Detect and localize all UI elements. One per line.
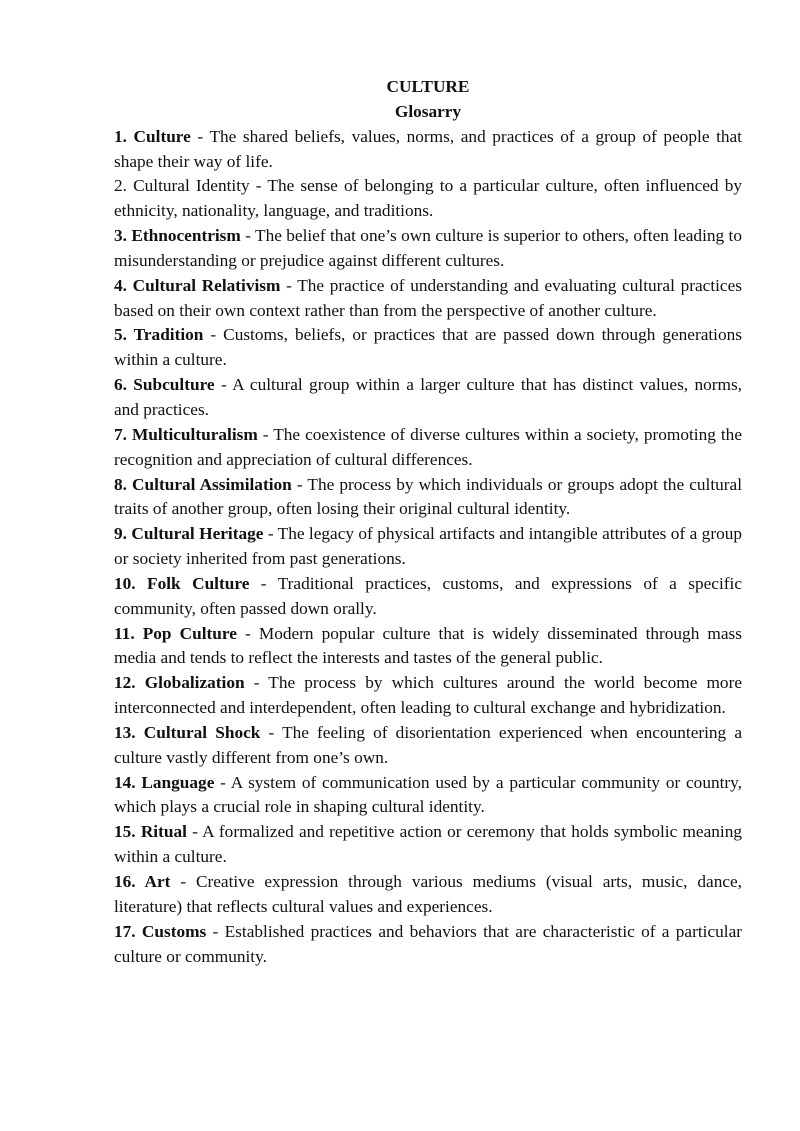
document-title: CULTURE — [386, 77, 470, 96]
glossary-term: 2. Cultural Identity — [114, 176, 250, 196]
glossary-definition: - Creative expression through various mediums (visual arts, music, dance, literature) that reflects cultural values and experiences. — [114, 872, 742, 916]
glossary-entry — [114, 671, 742, 721]
glossary-definition: - The legacy of physical artifacts and intangible attributes of a group or society inherited from past generations. — [114, 524, 742, 569]
glossary-term: 8. Cultural Assimilation — [114, 474, 292, 494]
glossary-term: 7. Multiculturalism — [114, 424, 258, 444]
glossary-list — [114, 125, 742, 970]
glossary-entry — [114, 274, 742, 324]
glossary-term: 17. Customs — [114, 921, 207, 941]
document-page — [114, 75, 742, 969]
glossary-definition: - A formalized and repetitive action or ceremony that holds symbolic meaning within a culture. — [114, 822, 742, 867]
glossary-entry — [114, 323, 742, 373]
glossary-term: 4. Cultural Relativism — [114, 275, 281, 295]
glossary-term: 5. Tradition — [114, 325, 204, 345]
glossary-definition: - The process by which cultures around the world become more interconnected and interdependent, often leading to cultural exchange and hybridization. — [114, 673, 742, 718]
glossary-term: 10. Folk Culture — [114, 573, 250, 593]
glossary-entry — [114, 771, 742, 821]
glossary-entry — [114, 373, 742, 423]
glossary-term: 11. Pop Culture — [114, 623, 237, 643]
glossary-entry — [114, 423, 742, 473]
glossary-entry — [114, 125, 742, 175]
glossary-definition: - Customs, beliefs, or practices that are passed down through generations within a culture. — [114, 325, 742, 370]
document-subtitle: Glosarry — [394, 101, 462, 121]
glossary-definition: - The sense of belonging to a particular culture, often influenced by ethnicity, nationality, language, and traditions. — [114, 176, 742, 221]
glossary-term: 3. Ethnocentrism — [114, 226, 241, 246]
glossary-entry — [114, 473, 742, 523]
glossary-entry — [114, 721, 742, 771]
glossary-term: 16. Art — [114, 872, 171, 891]
glossary-term: 12. Globalization — [114, 673, 245, 693]
glossary-term: 9. Cultural Heritage — [114, 524, 264, 544]
glossary-entry — [114, 572, 742, 622]
glossary-definition: - Modern popular culture that is widely disseminated through mass media and tends to reflect the interests and tastes of the general public. — [114, 623, 742, 668]
glossary-definition: - The process by which individuals or groups adopt the cultural traits of another group, often losing their original cultural identity. — [114, 474, 742, 519]
glossary-definition: - A cultural group within a larger culture that has distinct values, norms, and practices. — [114, 375, 742, 419]
glossary-entry — [114, 174, 742, 224]
glossary-entry — [114, 224, 742, 274]
glossary-term: 13. Cultural Shock — [114, 722, 261, 742]
glossary-entry — [114, 522, 742, 572]
glossary-term: 6. Subculture — [114, 375, 215, 395]
glossary-definition: - The feeling of disorientation experienced when encountering a culture vastly different from one’s own. — [114, 722, 742, 767]
glossary-entry — [114, 820, 742, 870]
glossary-definition: - A system of communication used by a particular community or country, which plays a crucial role in shaping cultural identity. — [114, 772, 742, 817]
glossary-term: 14. Language — [114, 772, 215, 792]
glossary-definition: - Traditional practices, customs, and expressions of a specific community, often passed down orally. — [114, 573, 742, 618]
glossary-entry — [114, 622, 742, 672]
glossary-definition: - The shared beliefs, values, norms, and practices of a group of people that shape their way of life. — [114, 126, 742, 171]
glossary-term: 1. Culture — [114, 126, 191, 146]
glossary-definition: - The coexistence of diverse cultures within a society, promoting the recognition and appreciation of cultural differences. — [114, 424, 742, 469]
glossary-definition: - The practice of understanding and evaluating cultural practices based on their own context rather than from the perspective of another culture. — [114, 275, 742, 320]
glossary-term: 15. Ritual — [114, 822, 187, 842]
glossary-entry — [114, 920, 742, 970]
glossary-definition: - The belief that one’s own culture is superior to others, often leading to misunderstanding or prejudice against different cultures. — [114, 226, 742, 270]
glossary-entry — [114, 870, 742, 920]
glossary-definition: - Established practices and behaviors that are characteristic of a particular culture or community. — [114, 921, 742, 966]
